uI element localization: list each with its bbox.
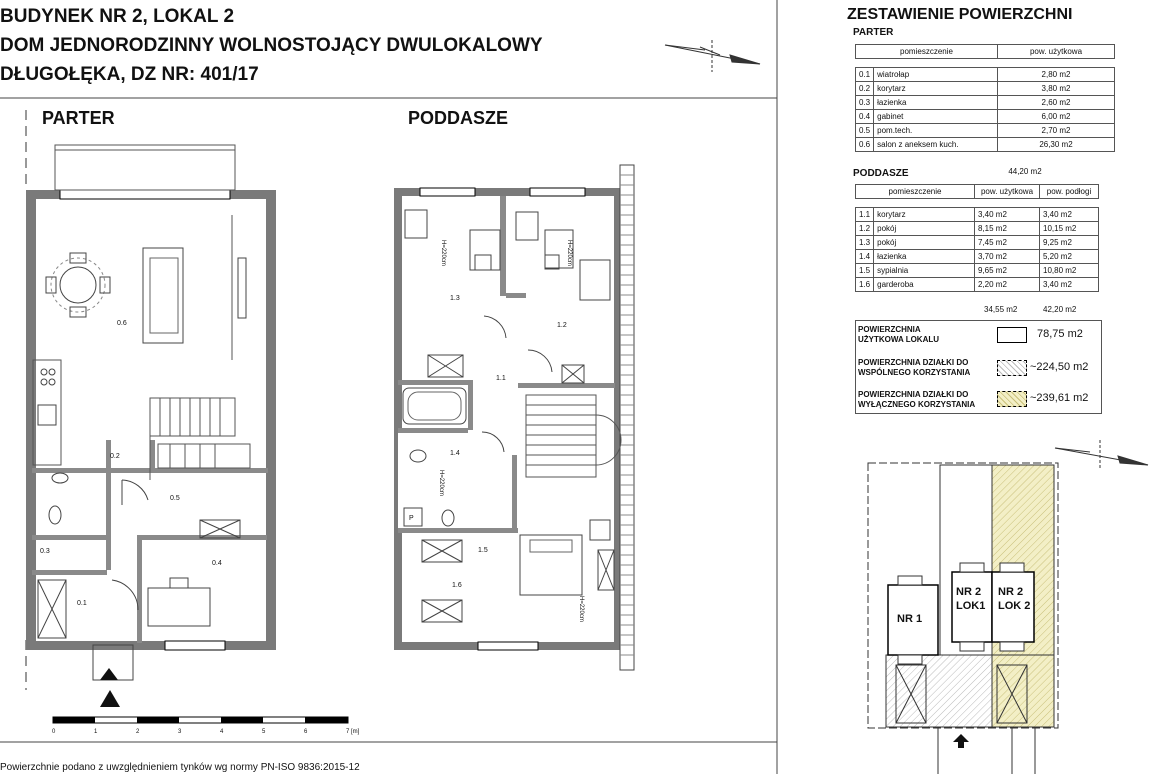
- table-header-row: [856, 45, 1115, 59]
- label-0-5: 0.5: [170, 495, 180, 502]
- footer-note: Powierzchnie podano z uwzględnieniem tynków wg normy PN-ISO 9836:2015-12: [0, 762, 360, 773]
- poddasze-plan: [394, 165, 634, 670]
- label-0-4: 0.4: [212, 560, 222, 567]
- table-row: 0.5 pom.tech. 2,70 m2: [856, 124, 1115, 138]
- parter-table-label: PARTER: [853, 27, 894, 38]
- table-row: 1.4 łazienka 3,70 m2 5,20 m2: [856, 250, 1099, 264]
- table-row: 0.2 korytarz 3,80 m2: [856, 82, 1115, 96]
- scale-tick-7: 7 [m]: [346, 729, 360, 735]
- height-note-1-5: H=220cm: [578, 596, 584, 622]
- table-row: 1.2 pokój 8,15 m2 10,15 m2: [856, 222, 1099, 236]
- table-header-row: [856, 185, 1099, 199]
- scale-ticks: [52, 729, 360, 735]
- site-label-lok2-b: LOK 2: [998, 600, 1031, 612]
- table-row: 1.3 pokój 7,45 m2 9,25 m2: [856, 236, 1099, 250]
- site-label-lok2-a: NR 2: [998, 586, 1024, 598]
- table-row: 0.3 łazienka 2,60 m2: [856, 96, 1115, 110]
- col-header-floor: pow. podłogi: [1040, 185, 1099, 199]
- parter-plan: [26, 145, 276, 707]
- legend-shared-swatch: [997, 360, 1027, 376]
- summary-shared-label: POWIERZCHNIA DZIAŁKI DO WSPÓLNEGO KORZYSTANIA: [858, 358, 971, 377]
- height-note-1-2: H=220cm: [566, 240, 572, 266]
- label-0-1: 0.1: [77, 600, 87, 607]
- label-0-2: 0.2: [110, 453, 120, 460]
- title-line-1: BUDYNEK NR 2, LOKAL 2: [0, 6, 235, 27]
- site-label-lok1-a: NR 2: [956, 586, 982, 598]
- poddasze-total-floor: 42,20 m2: [1043, 305, 1077, 314]
- label-1-4: 1.4: [450, 450, 460, 457]
- scale-tick-5: 5: [262, 729, 266, 735]
- legend-usable-swatch: [997, 327, 1027, 343]
- poddasze-table-label: PODDASZE: [853, 168, 909, 179]
- label-1-6: 1.6: [452, 582, 462, 589]
- areas-title: ZESTAWIENIE POWIERZCHNI: [847, 6, 1073, 23]
- height-note-1-4: H=220cm: [438, 470, 444, 496]
- summary-exclusive-label: POWIERZCHNIA DZIAŁKI DO WYŁĄCZNEGO KORZYSTANIA: [858, 390, 976, 409]
- legend-exclusive-swatch: [997, 391, 1027, 407]
- label-1-1: 1.1: [496, 375, 506, 382]
- label-0-3: 0.3: [40, 548, 50, 555]
- summary-shared-value: ~224,50 m2: [1030, 361, 1089, 373]
- label-1-5: 1.5: [478, 547, 488, 554]
- col-header-room: pomieszczenie: [856, 45, 998, 59]
- poddasze-area-table: [855, 184, 1099, 292]
- scale-tick-1: 1: [94, 729, 98, 735]
- table-row: 0.4 gabinet 6,00 m2: [856, 110, 1115, 124]
- table-row: 1.5 sypialnia 9,65 m2 10,80 m2: [856, 264, 1099, 278]
- table-row: 1.1 korytarz 3,40 m2 3,40 m2: [856, 208, 1099, 222]
- scale-tick-2: 2: [136, 729, 140, 735]
- table-row: 0.6 salon z aneksem kuch. 26,30 m2: [856, 138, 1115, 152]
- poddasze-total-area: 34,55 m2: [984, 305, 1018, 314]
- scale-tick-0: 0: [52, 729, 56, 735]
- site-label-lok1-b: LOK1: [956, 600, 986, 612]
- title-line-2: DOM JEDNORODZINNY WOLNOSTOJĄCY DWULOKALOWY: [0, 35, 543, 56]
- summary-usable-label: POWIERZCHNIA UŻYTKOWA LOKALU: [858, 325, 940, 344]
- poddasze-title: PODDASZE: [408, 108, 509, 128]
- title-line-3: DŁUGOŁĘKA, DZ NR: 401/17: [0, 64, 259, 85]
- scale-tick-6: 6: [304, 729, 308, 735]
- summary-usable-value: 78,75 m2: [1037, 328, 1083, 340]
- site-north-arrow-icon: [1055, 440, 1148, 470]
- scale-tick-4: 4: [220, 729, 224, 735]
- table-row: 1.6 garderoba 2,20 m2 3,40 m2: [856, 278, 1099, 292]
- parter-title: PARTER: [42, 108, 115, 128]
- label-0-6: 0.6: [117, 320, 127, 327]
- parter-area-table: [855, 44, 1115, 152]
- scale-tick-3: 3: [178, 729, 182, 735]
- table-row: 0.1 wiatrołap 2,80 m2: [856, 68, 1115, 82]
- label-1-3: 1.3: [450, 295, 460, 302]
- parter-total: 44,20 m2: [1008, 167, 1042, 176]
- site-label-nr1: NR 1: [897, 613, 923, 625]
- north-arrow-icon: [665, 40, 760, 72]
- label-1-2: 1.2: [557, 322, 567, 329]
- col-header-area: pow. użytkowa: [975, 185, 1040, 199]
- height-note-1-3: H=220cm: [440, 240, 446, 266]
- col-header-area: pow. użytkowa: [998, 45, 1115, 59]
- scale-bar: [53, 717, 348, 723]
- label-p: P: [409, 515, 414, 522]
- summary-exclusive-value: ~239,61 m2: [1030, 392, 1089, 404]
- col-header-room: pomieszczenie: [856, 185, 975, 199]
